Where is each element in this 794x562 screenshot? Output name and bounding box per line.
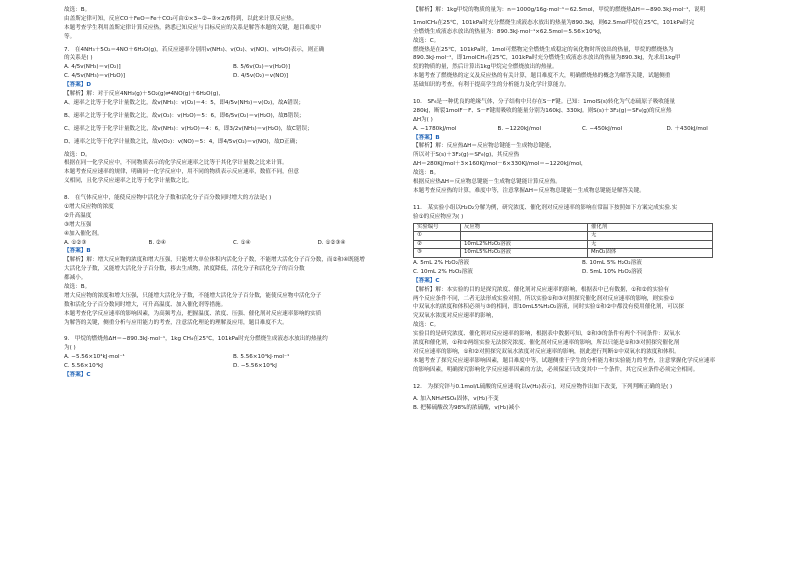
- text-line: 【解析】解：增大反应物的浓度和增大压强，只能增大单位体积内活化分子数，不能增大活化分子百分数，而②和④既能增: [64, 257, 365, 264]
- text-line: 两个反应条件不同，二者无法形成实验对照，所以实验①和③对照探究催化剂对反应速率的影响，则实验①: [413, 295, 675, 302]
- table-header-cell: 实验编号: [414, 223, 461, 232]
- text-line: 基础知识的考查，有利于提高学生的分析能力及化学计算能力。: [413, 82, 570, 89]
- text-line: 的关系是( ): [64, 55, 93, 62]
- text-line: 义相同，且化学反应速率之比等于化学计量数之比。: [64, 178, 193, 185]
- text-line: 本题考查化学反应速率的影响因素，为高频考点，把握温度、浓度、压强、催化剂对反应速率影响的实质: [64, 310, 322, 317]
- option-item: C. 10mL 2% H₂O₂溶液: [413, 268, 473, 275]
- option-item: A. −1780kJ/mol: [413, 125, 457, 132]
- table-row: [414, 232, 713, 241]
- text-line: 9． 甲烷的燃烧热ΔH＝−890.3kJ·mol⁻¹，1kg CH₄在25℃，101kPa时充分燃烧生成液态水放出的热量约: [64, 336, 328, 343]
- text-line: 故选：C。: [413, 37, 440, 44]
- text-line: 都减小。: [64, 275, 87, 282]
- option-item: D. 5mL 10% H₂O₂溶液: [582, 268, 643, 275]
- text-line: 8． 在气体反应中，能使反应物中活化分子数和活化分子百分数同时增大的方法是( ): [64, 195, 272, 202]
- option-row: [64, 353, 402, 362]
- text-line: A、速率之比等于化学计量数之比，故v(NH₃)：v(O₂)＝4：5，即4/5v(NH₃)＝v(O₂)，故A错误；: [64, 99, 305, 106]
- table-cell: MnO₂固体: [588, 249, 713, 258]
- text-line: 本题考查了探究反应速率影响因素，题目难度中等，试题侧重于学生的分析能力和实验能力的考查，注意掌握化学反应速率: [413, 357, 716, 364]
- option-row: [64, 72, 402, 81]
- text-line: 890.3kJ·mol⁻¹，即1molCH₄在25℃，101kPa时充分燃烧生成液态水放出的热量为890.3kJ，先求出1kg甲: [413, 55, 681, 62]
- text-line: ΔH为( ): [413, 116, 433, 123]
- text-line: 7． 在4NH₃＋5O₂＝4NO＋6H₂O(g)，若反应速率分别用v(NH₃)、v(O₂)、v(NO)、v(H₂O)表示，则正确: [64, 46, 325, 53]
- text-line: 烷的物质的量，然后计算出1kg甲烷完全燃烧放出的热量。: [413, 64, 558, 71]
- text-line: 【解析】解：反应热ΔH＝反应物总键能－生成物总键能，: [413, 143, 556, 150]
- text-line: 根据反应热ΔH＝反应物总键能－生成物总键能计算反应热。: [413, 179, 561, 186]
- text-line: 燃烧热是在25℃，101kPa时，1mol可燃物完全燃烧生成稳定的氧化物时所放出的热量，甲烷的燃烧热为: [413, 46, 674, 53]
- table-header-cell: 反应物: [461, 223, 588, 232]
- text-line: 故选：C。: [413, 322, 440, 329]
- table-row: [414, 240, 713, 249]
- table-row: [414, 249, 713, 258]
- option-item: C. 4/5v(NH₃)＝v(H₂O)]: [64, 73, 126, 80]
- table-cell: [461, 232, 588, 241]
- text-line: 中双氧水的浓度和体积必须与③的相同，即10mL5%H₂O₂溶液，同时实验①和②中都没有使用催化剂，可以探: [413, 304, 684, 311]
- option-item: A. −5.56×10⁴kJ·mol⁻¹: [64, 354, 125, 361]
- text-line: 为( ): [64, 345, 76, 352]
- text-line: 故选：B。: [64, 7, 91, 13]
- option-row: [64, 239, 402, 248]
- text-line: ③增大压强: [64, 221, 92, 228]
- text-line: 1molCH₄在25℃，101kPa时充分燃烧生成液态水放出的热量为890.3kJ，则62.5mol甲烷在25℃，101kPa时完: [413, 19, 695, 26]
- option-row: [64, 63, 402, 72]
- text-line: 本题考查反应速率的规律，明确同一化学反应中，用不同的物质表示反应速率，数值不同，但意: [64, 169, 299, 176]
- text-line: 数和活化分子百分数同时增大，可升高温度、加入催化剂等措施。: [64, 301, 227, 308]
- answer-tag: 【答案】B: [413, 134, 440, 141]
- option-item: A. 4/5v(NH₃)＝v(O₂)]: [64, 64, 121, 71]
- text-line: B. 把稀硫酸改为98%的浓硫酸，v(H₂)减小: [413, 405, 520, 412]
- text-line: 故选：B。: [64, 283, 91, 290]
- right-column: [413, 6, 751, 413]
- answer-tag: 【答案】C: [413, 277, 440, 284]
- table-cell: 10mL2%H₂O₂溶液: [461, 240, 588, 249]
- option-item: C. 5.56×10⁴kJ: [64, 363, 103, 370]
- text-line: 10． SF₆是一种优良的绝缘气体，分子结构中只存在S－F键。已知：1molS(s)转化为气态硫原子吸收能量: [413, 99, 676, 106]
- text-line: 故选：D。: [64, 151, 91, 158]
- table-header-row: [414, 223, 713, 232]
- text-line: ①增大反应物的浓度: [64, 203, 114, 210]
- text-line: 验①的反应物应为( ): [413, 213, 464, 220]
- text-line: 实验目的是研究浓度、催化剂对反应速率的影响，根据表中数据可知，②和③的条件有两个不同条件：双氧水: [413, 331, 681, 338]
- text-line: ②升高温度: [64, 212, 92, 219]
- text-line: 【解析】解：1kg甲烷的物质的量为：n＝1000g/16g·mol⁻¹＝62.5mol，甲烷的燃烧热ΔH＝−890.3kJ·mol⁻¹，说明: [413, 7, 706, 13]
- text-line: 所以对于S(s)＋3F₂(g)＝SF₆(g)，其反应热: [413, 152, 520, 159]
- option-row: [64, 362, 402, 371]
- text-line: 11． 某实验小组以H₂O₂分解为例，研究浓度、催化剂对反应速率的影响在常温下按照如下方案完成实验.实: [413, 204, 678, 211]
- experiment-table: [413, 223, 713, 258]
- text-line: 本题考查了燃烧热的定义及反应热的有关计算，题目难度不大，明确燃烧热的概念为解答关键，试题侧重: [413, 73, 671, 80]
- text-line: 12． 为探究锌与0.1mol/L硫酸的反应速率[以v(H₂)表示]，对反应物作出如下改变，下列判断正确的是( ): [413, 383, 673, 390]
- option-item: B. ②④: [148, 239, 166, 246]
- option-item: A. ①②③: [64, 239, 87, 246]
- text-line: 等。: [64, 33, 76, 40]
- table-cell: 无: [588, 232, 713, 241]
- answer-tag: 【答案】B: [64, 248, 91, 255]
- text-line: C、速率之比等于化学计量数之比，故v(NH₃)：v(H₂O)＝4：6，即3/2v(NH₃)＝v(H₂O)，故C错误；: [64, 125, 313, 132]
- text-line: 280kJ，断裂1molF－F、S－F键需吸收的能量分别为160kJ、330kJ。则S(s)＋3F₂(g)＝SF₆(g)的反应热: [413, 107, 672, 114]
- text-line: 为解答的关键，侧重分析与应用能力的考查，注意活化理论的理解及应用，题目难度不大。: [64, 319, 288, 326]
- text-line: 【解析】解：对于反应4NH₃(g)＋5O₂(g)⇌4NO(g)＋6H₂O(g)，: [64, 91, 225, 98]
- text-line: 全燃烧生成液态水放出的热量为：890.3kJ·mol⁻¹×62.5mol＝5.56×10⁴kJ，: [413, 28, 606, 35]
- text-line: 本题考查学生利用盖斯定律计算反应热，熟悉已知反应与目标反应的关系是解答本题的关键，题目难度中: [64, 24, 322, 31]
- text-line: 的影响因素，明确探究影响化学反应速率因素的方法，必须保证只改变其中一个条件，其它反应条件必须完全相同。: [413, 366, 699, 373]
- text-line: 由盖斯定律可知，反应CO＋FeO＝Fe＋CO₂可由①×3−②−③×2/6得到，以此来计算反应热。: [64, 15, 298, 22]
- option-item: D. ①②③④: [317, 239, 346, 246]
- text-line: 增大反应物的浓度和增大压强，只能增大活化分子数，不能增大活化分子百分数，能使反应物中活化分子: [64, 292, 322, 299]
- option-row: [413, 268, 751, 277]
- option-item: B. −1220kJ/mol: [497, 125, 542, 132]
- answer-tag: 【答案】C: [64, 372, 91, 379]
- table-cell: 无: [588, 240, 713, 249]
- option-row: [413, 125, 751, 134]
- text-line: 究双氧水浓度对反应速率的影响，: [413, 313, 497, 320]
- text-line: ④加入催化剂。: [64, 230, 103, 237]
- text-line: 故选：B。: [413, 170, 440, 177]
- answer-tag: 【答案】D: [64, 82, 92, 89]
- text-line: 本题考查反应热的计算，难度中等，注意掌握ΔH＝反应物总键能－生成物总键能是解答关键。: [413, 187, 645, 194]
- table-cell: ②: [414, 240, 461, 249]
- option-row: [413, 259, 751, 268]
- table-header-cell: 催化剂: [588, 223, 713, 232]
- option-item: B. 5.56×10⁴kJ·mol⁻¹: [233, 354, 290, 361]
- left-column: [64, 6, 402, 380]
- table-cell: ①: [414, 232, 461, 241]
- option-item: A. 5mL 2% H₂O₂溶液: [413, 259, 470, 266]
- text-line: 根据在同一化学反应中，不同物质表示的化学反应速率之比等于其化学计量数之比来计算。: [64, 160, 288, 167]
- option-item: D. ＋430kJ/mol: [666, 125, 708, 132]
- text-line: 浓度和催化剂，①和②两组实验无法探究浓度、催化剂对反应速率的影响，所以只能是①和③对照探究催化剂: [413, 340, 680, 347]
- option-item: C. −450kJ/mol: [582, 125, 623, 132]
- table-cell: ③: [414, 249, 461, 258]
- text-line: 大活化分子数，又能增大活化分子百分数，移去生成物，浓度降低，活化分子和活化分子的百分数: [64, 266, 305, 273]
- text-line: D、速率之比等于化学计量数之比，故v(O₂)：v(NO)＝5：4，即4/5v(O₂)＝v(NO)，故D正确；: [64, 138, 301, 145]
- text-line: ΔH＝280KJ/mol＋3×160KJ/mol－6×330KJ/mol＝−1220kJ/mol，: [413, 161, 587, 168]
- option-item: B. 10mL 5% H₂O₂溶液: [582, 259, 642, 266]
- option-item: D. 4/5v(O₂)＝v(NO)]: [233, 73, 289, 80]
- option-item: C. ①④: [233, 239, 251, 246]
- text-line: 对反应速率的影响，①和②对照探究双氧水浓度对反应速率的影响，据此进行判断①中双氧水的浓度和体积。: [413, 348, 680, 355]
- option-item: B. 5/6v(O₂)＝v(H₂O)]: [233, 64, 291, 71]
- option-item: D. −5.56×10⁴kJ: [233, 363, 277, 370]
- text-line: A. 加入NH₄HSO₄固体，v(H₂)不变: [413, 396, 499, 403]
- text-line: 【解析】解：本实验的目的是探究浓度、催化剂对反应速率的影响，根据表中已有数据，①和②的实验有: [413, 286, 670, 293]
- text-line: B、速率之比等于化学计量数之比，故v(O₂)：v(H₂O)＝5：6，即6/5v(O₂)＝v(H₂O)，故B错误；: [64, 112, 305, 119]
- table-cell: 10mL5%H₂O₂溶液: [461, 249, 588, 258]
